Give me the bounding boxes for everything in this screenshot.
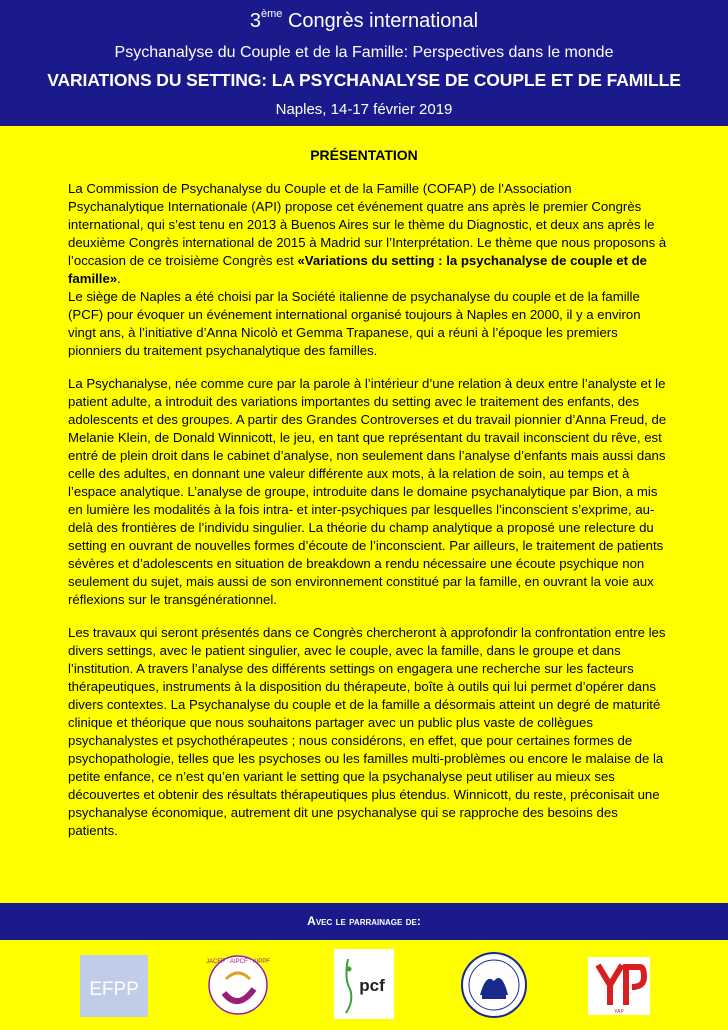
ordinal-suffix: ème [261, 8, 283, 20]
pcf-logo [334, 949, 394, 1019]
theme-bold: «Variations du setting : la psychanalyse de couple et de famille» [68, 253, 648, 286]
subtitle: Psychanalyse du Couple et de la Famille: Perspectives dans le monde [114, 44, 614, 61]
main-title: VARIATIONS DU SETTING: LA PSYCHANALYSE DE COUPLE ET DE FAMILLE [47, 70, 681, 90]
congress-number [0, 10, 728, 33]
aipcf-text: JACFP · AIPCF · AIPPF [206, 959, 270, 965]
header-banner [0, 0, 728, 126]
ordinal: 3 [249, 10, 262, 32]
aipcf-logo [206, 949, 270, 1019]
presentation-heading: PRÉSENTATION [310, 147, 418, 163]
congress-title: Congrès international [282, 10, 479, 32]
yap-logo [588, 957, 650, 1015]
paragraph-1a: La Commission de Psychanalyse du Couple et de la Famille (COFAP) de l’Association Psychanalytique Internationale (API) propose cet événement quatre ans après le premier Congrès international, qui s’est tenu en 2013 à Buenos Aires sur le thème du Diagnostic, et deux ans après le deuxième Congrès international de 2015 à Madrid sur l’Interprétation. Le thème que nous proposons à l’occasion de ce troisième Congrès est «Variations du setting : la psychanalyse de couple et de famille». [68, 181, 667, 286]
yap-text: YAP [614, 1009, 624, 1015]
sponsorship-bar [0, 903, 728, 940]
presentation-body [68, 180, 668, 855]
paragraph-1b: Le siège de Naples a été choisi par la Société italienne de psychanalyse du couple et de la famille (PCF) pour évoquer un événement international organisé toujours à Naples en 2000, il y a environ vingt ans, à l’initiative d’Anna Nicolò et Gemma Trapanese, qui a réuni à l’époque les premiers pionniers du traitement psychanalytique des familles. [68, 289, 641, 358]
paragraph-3: Les travaux qui seront présentés dans ce Congrès chercheront à approfondir la confrontation entre les divers settings, avec le patient singulier, avec le couple, avec la famille, dans le groupe et dans l’institution. A travers l’analyse des différents settings on engagera une recherche sur les facteurs thérapeutiques, instruments à la disposition du thérapeute, boîte à outils qui lui permet d’opérer dans divers contextes. La Psychanalyse du couple et de la famille a désormais atteint un degré de maturité clinique et théorique que nous souhaitons partager avec un public plus vaste de collègues psychanalystes et psychothérapeutes ; nous considérons, en effet, que pour certaines formes de psychopathologie, telles que les psychoses ou les familles multi-problèmes ou encore le malaise de la petite enfance, ce n’est qu’en variant le setting que la psychanalyse peut utiliser au mieux ses découvertes et obtenir des résultats thérapeutiques plus étendus. Winnicott, du reste, préconisait une psychanalyse économique, autrement dit une psychanalyse qui se rapproche des besoins des patients. [68, 625, 666, 838]
api-seal-logo [460, 951, 528, 1019]
dates: Naples, 14-17 février 2019 [275, 101, 453, 118]
paragraph-2: La Psychanalyse, née comme cure par la parole à l’intérieur d’une relation à deux entre l’analyste et le patient adulte, a introduit des variations importantes du setting avec le traitement des enfants, des adolescents et des groupes. A partir des Grandes Controverses et du travail pionnier d’Anna Freud, de Melanie Klein, de Donald Winnicott, le jeu, en tant que représentant du travail inconscient du rêve, est entré de plein droit dans le cabinet d’analyse, non seulement dans l’analyse d’enfants mais aussi dans celle des adultes, en donnant une valeur différente aux mots, à la relation de soin, au temps et à l’espace analytique. L’analyse de groupe, introduite dans le domaine psychanalytique par Bion, a mis en lumière les modalités à la fois intra- et inter-psychiques par lesquelles l’inconscient s’exprime, au-delà des frontières de l’individu singulier. La théorie du champ analytique a proposé une relecture du setting en ouvrant de nouvelles formes d’écoute de l’inconscient. Par ailleurs, le traitement de patients sévères et d’adolescents en situation de breakdown a rendu nécessaire une écoute psychique non seulement du sujet, mais aussi de son environnement constitué par la famille, en ouvrant la voie aux réflexions sur le transgénérationnel. [68, 376, 667, 607]
sponsor-logos [0, 945, 728, 1025]
pcf-text: pcf [359, 976, 385, 995]
paragraph-1 [68, 180, 668, 360]
efpp-logo [80, 955, 148, 1017]
sponsorship-label: Avec le parrainage de: [307, 914, 421, 928]
efpp-text: EFPP [89, 979, 139, 1000]
